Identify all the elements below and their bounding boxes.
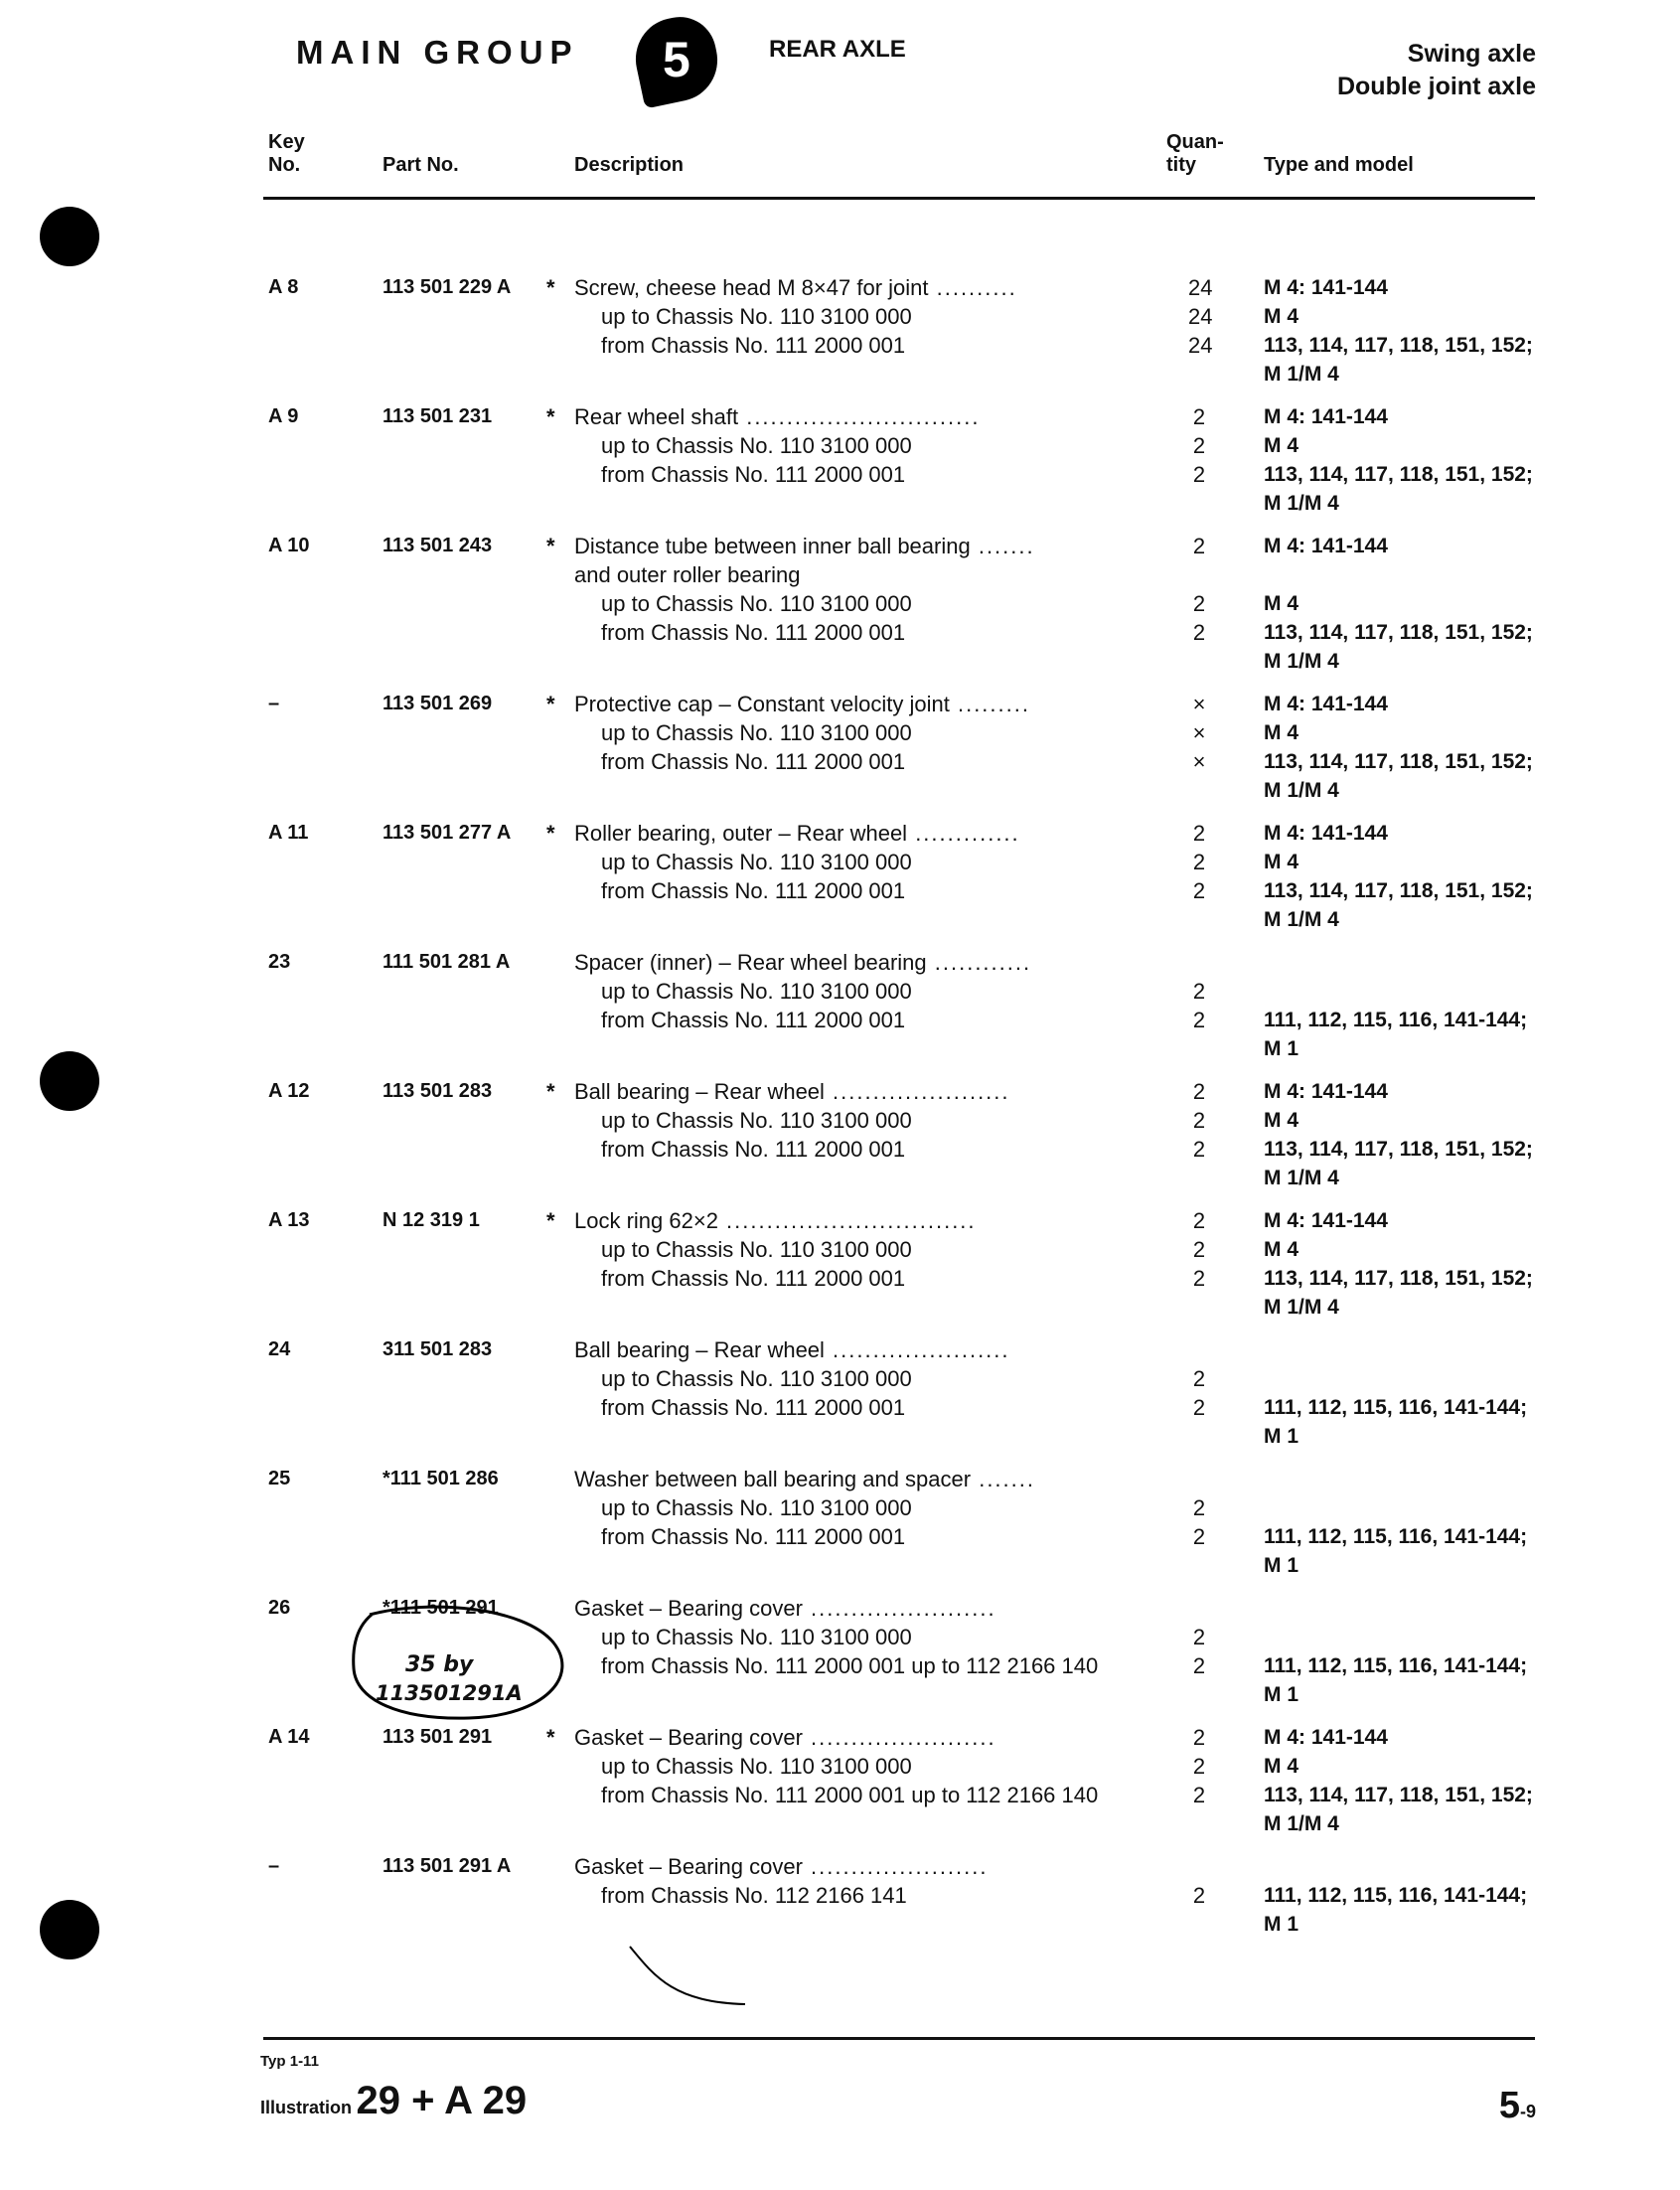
part-number: *111 501 286 — [382, 1468, 499, 1489]
quantity: 24 — [1188, 333, 1213, 358]
quantity: 2 — [1192, 878, 1206, 903]
illustration-number: 29 + A 29 — [356, 2079, 528, 2122]
part-number: N 12 319 1 — [382, 1209, 480, 1231]
entry-line — [0, 1809, 1680, 1838]
entry-line — [0, 1723, 1680, 1752]
part-number: 111 501 281 A — [382, 951, 511, 973]
quantity: 2 — [1192, 1524, 1206, 1549]
description — [574, 690, 1030, 718]
part-number: 113 501 269 — [382, 693, 493, 714]
part-number: 311 501 283 — [382, 1338, 493, 1360]
key-number: 26 — [268, 1597, 291, 1619]
part-number: 113 501 243 — [382, 535, 493, 556]
leader-dots: ...................... — [824, 1337, 1010, 1362]
description — [574, 1594, 996, 1623]
part-entry — [0, 1465, 1680, 1580]
entry-line — [0, 331, 1680, 360]
description-text: Spacer (inner) – Rear wheel bearing — [574, 950, 927, 975]
entry-line — [0, 1135, 1680, 1164]
description — [574, 402, 980, 431]
part-entry — [0, 532, 1680, 676]
type-model: M 4: 141-144 — [1264, 1209, 1388, 1232]
type-model: M 1 — [1264, 1037, 1299, 1060]
description — [601, 1522, 905, 1551]
type-model: M 1/M 4 — [1264, 1812, 1339, 1835]
part-number: 113 501 229 A — [382, 276, 512, 298]
entry-line — [0, 776, 1680, 805]
entry-line — [0, 1235, 1680, 1264]
type-model: M 4: 141-144 — [1264, 405, 1388, 428]
description-text: Rear wheel shaft — [574, 404, 739, 429]
type-model: M 4 — [1264, 721, 1299, 744]
key-number: A 11 — [268, 822, 309, 844]
leader-dots: ......... — [949, 692, 1030, 716]
key-number: 25 — [268, 1468, 291, 1489]
description-text: up to Chassis No. 110 3100 000 — [601, 433, 912, 458]
description — [601, 302, 912, 331]
entry-line — [0, 1594, 1680, 1623]
description-text: Washer between ball bearing and spacer — [574, 1467, 972, 1491]
entry-line — [0, 718, 1680, 747]
description-text: Lock ring 62×2 — [574, 1208, 718, 1233]
illustration-label: Illustration — [260, 2098, 353, 2117]
type-model: M 4: 141-144 — [1264, 1080, 1388, 1103]
description — [601, 876, 905, 905]
description-text: from Chassis No. 111 2000 001 — [601, 333, 906, 358]
type-model: 113, 114, 117, 118, 151, 152; — [1264, 463, 1533, 486]
type-model: M 1 — [1264, 1683, 1299, 1706]
entry-line — [0, 1881, 1680, 1910]
description-text: from Chassis No. 111 2000 001 — [601, 620, 906, 645]
entry-line — [0, 532, 1680, 560]
entry-line — [0, 273, 1680, 302]
quantity: 2 — [1192, 591, 1206, 616]
quantity: 2 — [1192, 1783, 1206, 1807]
entry-line — [0, 948, 1680, 977]
handwritten-stroke — [626, 1943, 755, 2012]
star-marker: * — [546, 1079, 555, 1104]
quantity: 2 — [1192, 534, 1206, 558]
type-model: M 1/M 4 — [1264, 779, 1339, 802]
leader-dots: ............................. — [738, 404, 981, 429]
entry-line — [0, 1493, 1680, 1522]
part-entry — [0, 1335, 1680, 1451]
handwritten-note-line2: 113501291A — [376, 1681, 523, 1705]
leader-dots: .......... — [928, 275, 1017, 300]
description-text: from Chassis No. 111 2000 001 — [601, 1266, 906, 1291]
entry-line — [0, 977, 1680, 1006]
footer-rule — [263, 2037, 1535, 2040]
description-text: from Chassis No. 111 2000 001 — [601, 1137, 906, 1162]
description — [601, 1235, 912, 1264]
illustration-ref — [260, 2079, 527, 2123]
description — [601, 848, 912, 876]
description — [601, 1006, 905, 1034]
type-model: M 4 — [1264, 434, 1299, 457]
description-text: up to Chassis No. 110 3100 000 — [601, 1495, 912, 1520]
type-model: M 4: 141-144 — [1264, 1726, 1388, 1749]
entry-line — [0, 1293, 1680, 1322]
description — [574, 819, 1020, 848]
entry-line — [0, 1651, 1680, 1680]
entry-line — [0, 848, 1680, 876]
entry-line — [0, 1422, 1680, 1451]
description — [601, 1106, 912, 1135]
description — [601, 460, 905, 489]
part-number: 113 501 277 A — [382, 822, 512, 844]
quantity: 2 — [1192, 620, 1206, 645]
type-model: 111, 112, 115, 116, 141-144; — [1264, 1884, 1528, 1907]
description — [601, 1752, 912, 1781]
description — [574, 1077, 1010, 1106]
key-number: A 10 — [268, 535, 310, 556]
quantity: 2 — [1192, 1108, 1206, 1133]
type-model: M 1 — [1264, 1425, 1299, 1448]
quantity: 2 — [1192, 1366, 1206, 1391]
entry-line — [0, 1006, 1680, 1034]
quantity: 2 — [1192, 404, 1206, 429]
description — [601, 431, 912, 460]
leader-dots: ............................... — [717, 1208, 977, 1233]
star-marker: * — [546, 692, 555, 716]
part-number: 113 501 291 A — [382, 1855, 512, 1877]
leader-dots: ...................... — [802, 1854, 989, 1879]
type-code: Typ 1-11 — [260, 2053, 319, 2070]
axle-type-line1: Swing axle — [1407, 40, 1536, 68]
entry-line — [0, 402, 1680, 431]
entry-line — [0, 1034, 1680, 1063]
type-model: M 4 — [1264, 1238, 1299, 1261]
section-title: REAR AXLE — [769, 36, 906, 63]
type-model: M 4 — [1264, 305, 1299, 328]
description-text: up to Chassis No. 110 3100 000 — [601, 591, 912, 616]
entry-line — [0, 1910, 1680, 1939]
entry-line — [0, 618, 1680, 647]
quantity: 2 — [1192, 979, 1206, 1004]
description — [601, 1781, 1098, 1809]
group-number-badge: 5 — [628, 10, 725, 108]
star-marker: * — [546, 1725, 555, 1750]
entry-line — [0, 1752, 1680, 1781]
quantity: × — [1192, 692, 1206, 716]
entry-line — [0, 1077, 1680, 1106]
leader-dots: ....... — [970, 534, 1035, 558]
description-text: up to Chassis No. 110 3100 000 — [601, 1366, 912, 1391]
part-entry — [0, 819, 1680, 934]
part-entry — [0, 273, 1680, 389]
description — [601, 618, 905, 647]
description-text: from Chassis No. 111 2000 001 up to 112 2166 140 — [601, 1783, 1099, 1807]
description-text: up to Chassis No. 110 3100 000 — [601, 304, 912, 329]
quantity: × — [1192, 749, 1206, 774]
type-model: M 1/M 4 — [1264, 1167, 1339, 1189]
description-text: up to Chassis No. 110 3100 000 — [601, 720, 912, 745]
description-text: Ball bearing – Rear wheel — [574, 1337, 825, 1362]
leader-dots: ....... — [971, 1467, 1035, 1491]
description-text: from Chassis No. 111 2000 001 — [601, 462, 906, 487]
type-model: 113, 114, 117, 118, 151, 152; — [1264, 1784, 1533, 1806]
key-number: A 9 — [268, 405, 299, 427]
entry-line — [0, 905, 1680, 934]
description-text: and outer roller bearing — [574, 562, 801, 587]
type-model: M 4: 141-144 — [1264, 535, 1388, 557]
description-text: from Chassis No. 111 2000 001 up to 112 2166 140 — [601, 1653, 1099, 1678]
description — [601, 589, 912, 618]
description-text: from Chassis No. 111 2000 001 — [601, 749, 906, 774]
description-text: up to Chassis No. 110 3100 000 — [601, 1237, 912, 1262]
entry-line — [0, 876, 1680, 905]
description-text: Distance tube between inner ball bearing — [574, 534, 971, 558]
entry-line — [0, 690, 1680, 718]
key-number: A 14 — [268, 1726, 310, 1748]
type-model: M 4 — [1264, 1109, 1299, 1132]
main-group-label: MAIN GROUP — [296, 34, 579, 71]
leader-dots: ............ — [926, 950, 1032, 975]
description — [574, 1465, 1035, 1493]
type-model: M 4 — [1264, 1755, 1299, 1778]
entry-line — [0, 431, 1680, 460]
description-text: Roller bearing, outer – Rear wheel — [574, 821, 908, 846]
page-number: 5-9 — [1498, 2085, 1536, 2126]
star-marker: * — [546, 1208, 555, 1233]
part-entry — [0, 690, 1680, 805]
description — [601, 747, 905, 776]
quantity: 2 — [1192, 1237, 1206, 1262]
description-text: up to Chassis No. 110 3100 000 — [601, 1108, 912, 1133]
description-text: Protective cap – Constant velocity joint — [574, 692, 950, 716]
entry-line — [0, 747, 1680, 776]
quantity: 2 — [1192, 1137, 1206, 1162]
quantity: 2 — [1192, 462, 1206, 487]
quantity: 2 — [1192, 1725, 1206, 1750]
quantity: 24 — [1188, 304, 1213, 329]
description-text: Gasket – Bearing cover — [574, 1725, 803, 1750]
description-text: Gasket – Bearing cover — [574, 1596, 803, 1621]
col-quantity: Quan- tity — [1166, 131, 1224, 176]
entry-line — [0, 360, 1680, 389]
type-model: M 1 — [1264, 1554, 1299, 1577]
key-number: A 12 — [268, 1080, 310, 1102]
description — [601, 718, 912, 747]
type-model: M 1/M 4 — [1264, 492, 1339, 515]
key-number: 23 — [268, 951, 291, 973]
description-text: Screw, cheese head M 8×47 for joint — [574, 275, 929, 300]
description — [574, 1723, 996, 1752]
description — [574, 1335, 1010, 1364]
type-model: 113, 114, 117, 118, 151, 152; — [1264, 1267, 1533, 1290]
entry-line — [0, 1335, 1680, 1364]
entry-line — [0, 1781, 1680, 1809]
type-model: 111, 112, 115, 116, 141-144; — [1264, 1525, 1528, 1548]
key-number: 24 — [268, 1338, 291, 1360]
description — [574, 1852, 989, 1881]
header-rule — [263, 197, 1535, 200]
quantity: 2 — [1192, 1625, 1206, 1649]
entry-line — [0, 302, 1680, 331]
quantity: 2 — [1192, 1208, 1206, 1233]
quantity: 2 — [1192, 1495, 1206, 1520]
entry-line — [0, 460, 1680, 489]
type-model: 113, 114, 117, 118, 151, 152; — [1264, 621, 1533, 644]
type-model: M 4: 141-144 — [1264, 822, 1388, 845]
key-number: – — [268, 693, 280, 714]
type-model: M 1/M 4 — [1264, 1296, 1339, 1319]
part-entry — [0, 1723, 1680, 1838]
quantity: 2 — [1192, 1079, 1206, 1104]
description — [601, 1623, 912, 1651]
entry-line — [0, 1106, 1680, 1135]
entry-line — [0, 1164, 1680, 1192]
entry-line — [0, 1465, 1680, 1493]
entry-line — [0, 560, 1680, 589]
type-model: M 4 — [1264, 851, 1299, 873]
description — [601, 1135, 905, 1164]
type-model: M 4: 141-144 — [1264, 693, 1388, 715]
description — [601, 1364, 912, 1393]
part-entry — [0, 1206, 1680, 1322]
type-model: 111, 112, 115, 116, 141-144; — [1264, 1654, 1528, 1677]
entry-line — [0, 647, 1680, 676]
description-text: from Chassis No. 111 2000 001 — [601, 1524, 906, 1549]
entry-line — [0, 1264, 1680, 1293]
description-text: Gasket – Bearing cover — [574, 1854, 803, 1879]
quantity: 2 — [1192, 1266, 1206, 1291]
description-text: from Chassis No. 111 2000 001 — [601, 1008, 906, 1032]
description — [601, 331, 905, 360]
description — [601, 977, 912, 1006]
type-model: M 1/M 4 — [1264, 363, 1339, 386]
description — [574, 273, 1017, 302]
entry-line — [0, 1206, 1680, 1235]
key-number: – — [268, 1855, 280, 1877]
description-text: up to Chassis No. 110 3100 000 — [601, 979, 912, 1004]
quantity: 2 — [1192, 1008, 1206, 1032]
axle-type-line2: Double joint axle — [1336, 73, 1536, 100]
description-text: from Chassis No. 112 2166 141 — [601, 1883, 907, 1908]
description — [601, 1493, 912, 1522]
type-model: 113, 114, 117, 118, 151, 152; — [1264, 334, 1533, 357]
type-model: M 1/M 4 — [1264, 908, 1339, 931]
type-model: M 1/M 4 — [1264, 650, 1339, 673]
part-entry — [0, 948, 1680, 1063]
entry-line — [0, 1522, 1680, 1551]
type-model: 111, 112, 115, 116, 141-144; — [1264, 1396, 1528, 1419]
type-model: 113, 114, 117, 118, 151, 152; — [1264, 879, 1533, 902]
type-model: M 4: 141-144 — [1264, 276, 1388, 299]
star-marker: * — [546, 821, 555, 846]
description — [601, 1264, 905, 1293]
entry-line — [0, 819, 1680, 848]
entry-line — [0, 489, 1680, 518]
entry-line — [0, 1364, 1680, 1393]
quantity: 2 — [1192, 1395, 1206, 1420]
type-model: M 1 — [1264, 1913, 1299, 1936]
description — [574, 1206, 977, 1235]
leader-dots: ....................... — [802, 1725, 996, 1750]
part-number: *111 501 291 — [382, 1597, 499, 1619]
star-marker: * — [546, 534, 555, 558]
description-text: up to Chassis No. 110 3100 000 — [601, 1754, 912, 1779]
leader-dots: ....................... — [802, 1596, 996, 1621]
description-text: Ball bearing – Rear wheel — [574, 1079, 825, 1104]
axle-type-heading — [1337, 38, 1536, 103]
part-entry — [0, 402, 1680, 518]
quantity: 2 — [1192, 1754, 1206, 1779]
type-model: M 4 — [1264, 592, 1299, 615]
description-text: from Chassis No. 111 2000 001 — [601, 1395, 906, 1420]
quantity: 2 — [1192, 821, 1206, 846]
leader-dots: ...................... — [824, 1079, 1010, 1104]
part-entry — [0, 1852, 1680, 1939]
key-number: A 13 — [268, 1209, 310, 1231]
part-number: 113 501 231 — [382, 405, 493, 427]
quantity: 2 — [1192, 433, 1206, 458]
star-marker: * — [546, 404, 555, 429]
leader-dots: ............. — [907, 821, 1020, 846]
type-model: 113, 114, 117, 118, 151, 152; — [1264, 750, 1533, 773]
description — [574, 560, 800, 589]
entry-line — [0, 589, 1680, 618]
col-part: Part No. — [382, 154, 459, 176]
description — [574, 948, 1031, 977]
entry-line — [0, 1623, 1680, 1651]
entry-line — [0, 1680, 1680, 1709]
col-key: Key No. — [268, 131, 305, 176]
entry-line — [0, 1393, 1680, 1422]
type-model: 113, 114, 117, 118, 151, 152; — [1264, 1138, 1533, 1161]
part-number: 113 501 291 — [382, 1726, 493, 1748]
type-model: 111, 112, 115, 116, 141-144; — [1264, 1009, 1528, 1031]
star-marker: * — [546, 275, 555, 300]
key-number: A 8 — [268, 276, 299, 298]
description-text: from Chassis No. 111 2000 001 — [601, 878, 906, 903]
description — [574, 532, 1035, 560]
punch-hole — [40, 207, 99, 266]
col-description: Description — [574, 154, 685, 176]
entry-line — [0, 1551, 1680, 1580]
quantity: × — [1192, 720, 1206, 745]
part-entry — [0, 1594, 1680, 1709]
description — [601, 1651, 1098, 1680]
part-number: 113 501 283 — [382, 1080, 493, 1102]
quantity: 2 — [1192, 1653, 1206, 1678]
quantity: 2 — [1192, 850, 1206, 874]
description — [601, 1881, 907, 1910]
description-text: up to Chassis No. 110 3100 000 — [601, 850, 912, 874]
quantity: 2 — [1192, 1883, 1206, 1908]
part-entry — [0, 1077, 1680, 1192]
handwritten-note-line1: 35 by — [405, 1652, 474, 1677]
entry-line — [0, 1852, 1680, 1881]
parts-list — [0, 273, 1680, 1953]
description-text: up to Chassis No. 110 3100 000 — [601, 1625, 912, 1649]
col-type-model: Type and model — [1264, 154, 1414, 176]
quantity: 24 — [1188, 275, 1213, 300]
description — [601, 1393, 905, 1422]
